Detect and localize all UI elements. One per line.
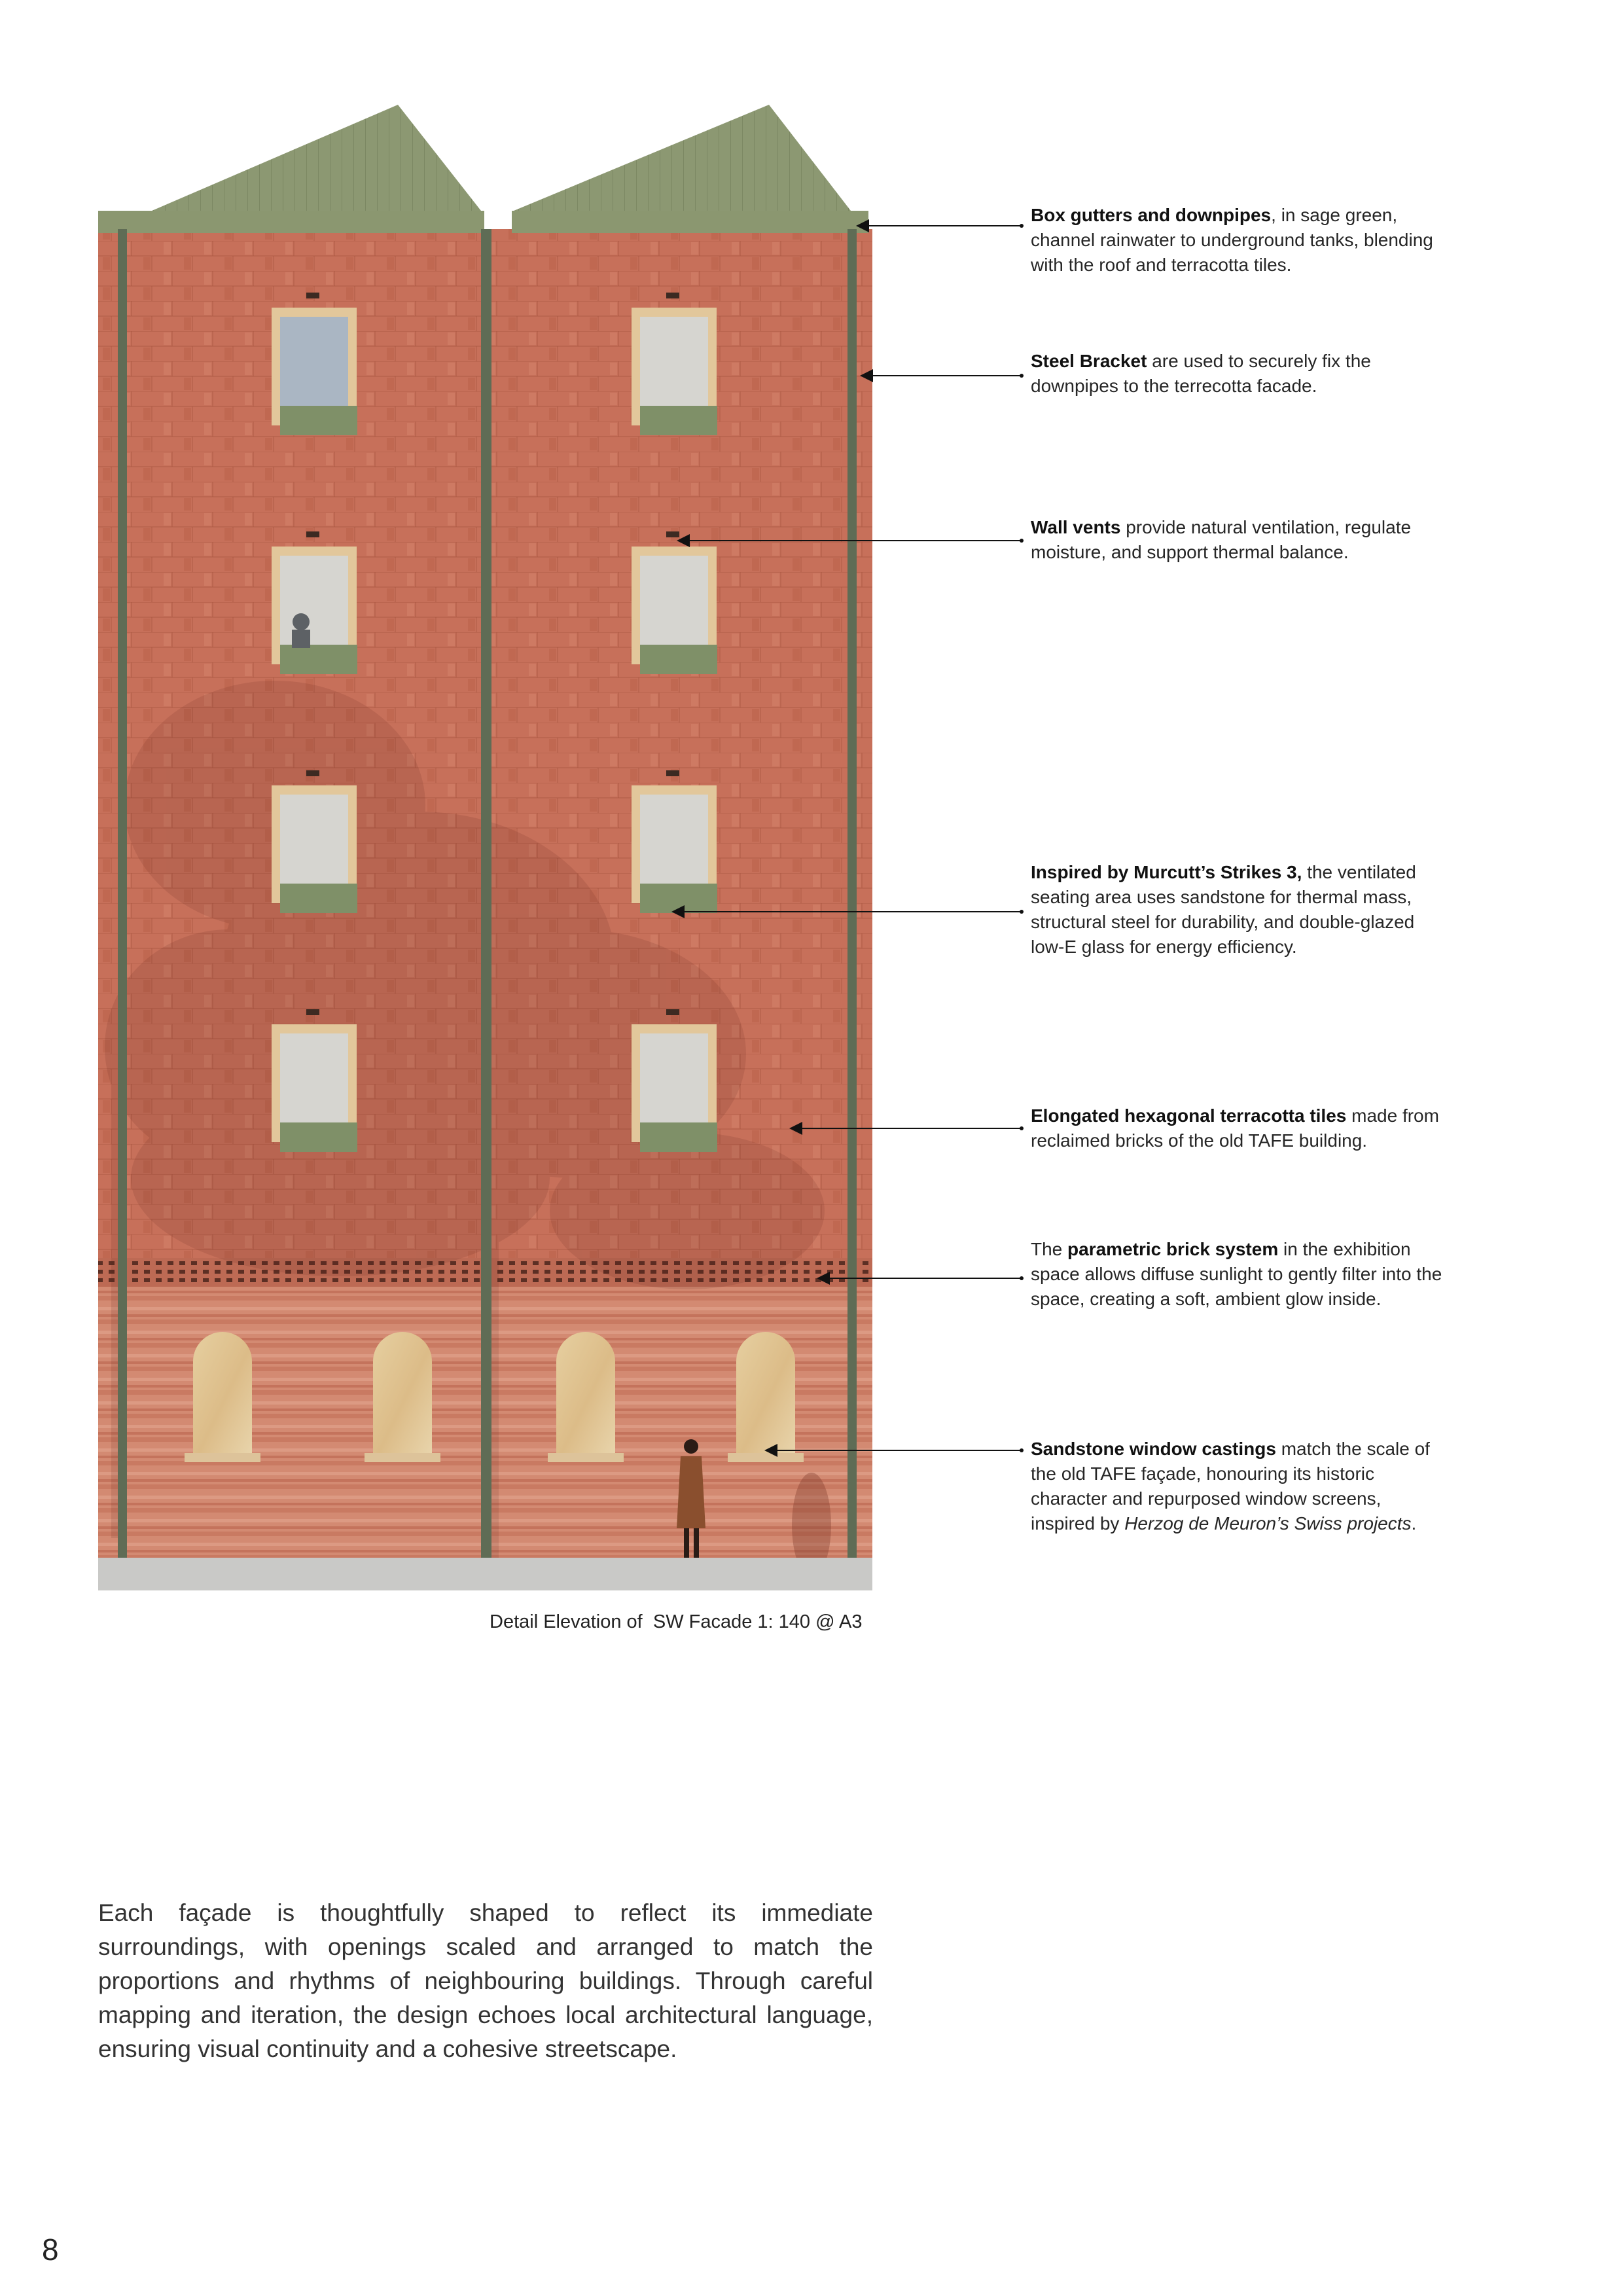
sandstone-window-4 [728, 1332, 804, 1462]
annotation-body: in the exhibition space allows diffuse sunlight to gently filter into the space, creating a soft, ambient glow inside. [1031, 1239, 1442, 1309]
annotation-sandstone-castings [1031, 1437, 1450, 1536]
annotation-italic: Herzog de Meuron’s Swiss projects [1124, 1513, 1412, 1534]
annotation-title: Steel Bracket [1031, 351, 1147, 371]
window-right-4 [632, 1009, 717, 1152]
window-right-2 [632, 531, 717, 674]
annotation-title: Wall vents [1031, 517, 1121, 537]
arrow-terracotta-tiles [792, 1128, 1022, 1129]
window-right-3 [632, 770, 717, 913]
annotation-body: the ventilated seating area uses sandstone for thermal mass, structural steel for durability, and double-glazed low-E glass for energy efficiency. [1031, 862, 1416, 957]
downpipe-middle [481, 229, 491, 1575]
annotation-prefix: The [1031, 1239, 1068, 1259]
window-left-2 [272, 531, 357, 674]
arrow-seating-area [674, 911, 1022, 912]
ground-strip [98, 1558, 872, 1590]
annotation-tail: . [1411, 1513, 1417, 1534]
window-left-4 [272, 1009, 357, 1152]
arrow-parametric-brick [819, 1278, 1022, 1279]
annotation-title: Inspired by Murcutt’s Strikes 3, [1031, 862, 1302, 882]
annotation-title: parametric brick system [1067, 1239, 1279, 1259]
sandstone-window-2 [365, 1332, 440, 1462]
annotation-title: Elongated hexagonal terracotta tiles [1031, 1105, 1347, 1126]
annotation-body: provide natural ventilation, regulate moisture, and support thermal balance. [1031, 517, 1412, 562]
annotation-body: are used to securely fix the downpipes to the terrecotta facade. [1031, 351, 1371, 396]
sandstone-window-1 [185, 1332, 260, 1462]
annotation-wall-vents [1031, 515, 1450, 565]
box-gutter-left [98, 211, 484, 233]
annotation-title: Sandstone window castings [1031, 1439, 1276, 1459]
window-left-3 [272, 770, 357, 913]
arrow-box-gutters [859, 225, 1022, 226]
annotation-body: match the scale of the old TAFE façade, honouring its historic character and repurposed window screens, inspired by [1031, 1439, 1430, 1534]
downpipe-left [118, 229, 127, 1575]
annotation-body: made from reclaimed bricks of the old TAFE building. [1031, 1105, 1439, 1151]
downpipe-right [847, 229, 857, 1575]
annotation-seating-area [1031, 860, 1450, 960]
drawing-caption: Detail Elevation of SW Facade 1: 140 @ A3 [490, 1611, 863, 1632]
window-left-1 [272, 293, 357, 435]
roof-right [514, 105, 851, 211]
window-right-1 [632, 293, 717, 435]
annotation-body: , in sage green, channel rainwater to underground tanks, blending with the roof and terracotta tiles. [1031, 205, 1433, 275]
arrow-steel-bracket [863, 375, 1022, 376]
sandstone-window-3 [548, 1332, 624, 1462]
arrow-wall-vents [679, 540, 1022, 541]
roof-left [152, 105, 481, 211]
annotation-steel-bracket [1031, 349, 1450, 399]
annotation-parametric-brick [1031, 1237, 1450, 1312]
box-gutter-right [512, 211, 868, 233]
arrow-sandstone-castings [767, 1450, 1022, 1451]
annotation-box-gutters [1031, 203, 1450, 278]
annotation-title: Box gutters and downpipes [1031, 205, 1272, 225]
body-paragraph: Each façade is thoughtfully shaped to reflect its immediate surroundings, with openings scaled and arranged to match the proportions and rhythms of neighbouring buildings. Through careful mapping and iteration, the design echoes local architectural language, ensuring visual continuity and a cohesive streetscape. [98, 1899, 873, 2062]
page-number: 8 [42, 2233, 59, 2267]
annotation-terracotta-tiles [1031, 1103, 1450, 1153]
